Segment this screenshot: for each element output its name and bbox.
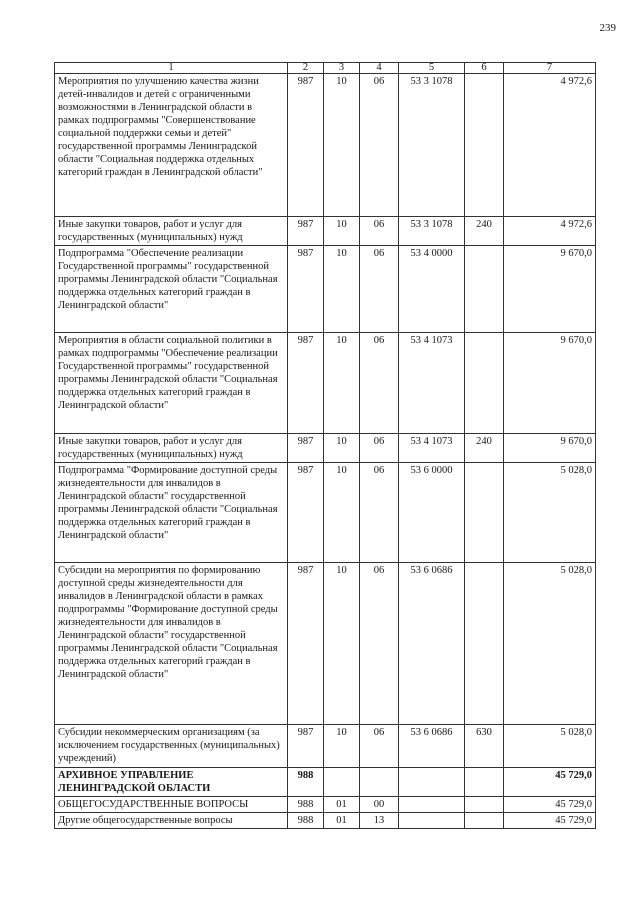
row-subsection: 06 (360, 217, 399, 246)
row-amount: 9 670,0 (504, 434, 596, 463)
column-number-row (55, 63, 596, 74)
row-expense (465, 797, 504, 813)
row-section: 10 (324, 74, 360, 217)
row-expense (465, 463, 504, 563)
row-section: 10 (324, 725, 360, 768)
row-amount: 45 729,0 (504, 768, 596, 797)
table-row (55, 797, 596, 813)
budget-table (54, 62, 596, 829)
row-expense (465, 74, 504, 217)
table-row (55, 463, 596, 563)
col-header-5: 5 (399, 63, 465, 74)
row-name: Иные закупки товаров, работ и услуг для государственных (муниципальных) нужд (55, 217, 288, 246)
row-ministry: 987 (288, 563, 324, 725)
row-ministry: 988 (288, 768, 324, 797)
col-header-4: 4 (360, 63, 399, 74)
table-row (55, 333, 596, 434)
table-row (55, 246, 596, 333)
row-section: 01 (324, 797, 360, 813)
row-name: Подпрограмма "Формирование доступной среды жизнедеятельности для инвалидов в Ленинградской области" государственной программы Ленинградской области "Социальная поддержка отдельных категорий граждан в Ленинградской области" (55, 463, 288, 563)
row-name: Субсидии некоммерческим организациям (за исключением государственных (муниципальных) учреждений) (55, 725, 288, 768)
table-row (55, 725, 596, 768)
col-header-6: 6 (465, 63, 504, 74)
row-amount: 5 028,0 (504, 725, 596, 768)
row-target: 53 3 1078 (399, 217, 465, 246)
row-section: 10 (324, 246, 360, 333)
row-expense (465, 563, 504, 725)
table-row (55, 217, 596, 246)
row-section: 10 (324, 333, 360, 434)
row-name: Мероприятия по улучшению качества жизни детей-инвалидов и детей с ограниченными возможностями в Ленинградской области в рамках подпрограммы "Совершенствование социальной поддержки семьи и детей" государственной программы Ленинградской области "Социальная поддержка отдельных категорий граждан в Ленинградской области" (55, 74, 288, 217)
table-row (55, 813, 596, 829)
row-expense (465, 333, 504, 434)
row-target (399, 768, 465, 797)
row-expense: 240 (465, 434, 504, 463)
row-expense (465, 813, 504, 829)
row-amount: 9 670,0 (504, 333, 596, 434)
row-ministry: 987 (288, 246, 324, 333)
row-ministry: 987 (288, 463, 324, 563)
row-expense (465, 246, 504, 333)
row-name: Мероприятия в области социальной политики в рамках подпрограммы "Обеспечение реализации Государственной программы" государственной программы Ленинградской области "Социальная поддержка отдельных категорий граждан в Ленинградской области" (55, 333, 288, 434)
row-name: ОБЩЕГОСУДАРСТВЕННЫЕ ВОПРОСЫ (55, 797, 288, 813)
col-header-3: 3 (324, 63, 360, 74)
row-expense: 630 (465, 725, 504, 768)
row-target: 53 6 0686 (399, 563, 465, 725)
row-target: 53 6 0000 (399, 463, 465, 563)
row-amount: 4 972,6 (504, 74, 596, 217)
row-ministry: 987 (288, 217, 324, 246)
row-subsection: 06 (360, 74, 399, 217)
row-subsection: 06 (360, 434, 399, 463)
col-header-7: 7 (504, 63, 596, 74)
table-row (55, 768, 596, 797)
row-amount: 45 729,0 (504, 797, 596, 813)
row-ministry: 988 (288, 797, 324, 813)
row-amount: 4 972,6 (504, 217, 596, 246)
row-target: 53 4 1073 (399, 434, 465, 463)
row-amount: 5 028,0 (504, 563, 596, 725)
row-subsection (360, 768, 399, 797)
page-number: 239 (599, 22, 616, 34)
row-ministry: 987 (288, 74, 324, 217)
col-header-2: 2 (288, 63, 324, 74)
row-section (324, 768, 360, 797)
row-target: 53 4 0000 (399, 246, 465, 333)
row-subsection: 06 (360, 725, 399, 768)
row-ministry: 988 (288, 813, 324, 829)
row-expense (465, 768, 504, 797)
row-name: Иные закупки товаров, работ и услуг для государственных (муниципальных) нужд (55, 434, 288, 463)
row-section: 10 (324, 463, 360, 563)
row-subsection: 06 (360, 246, 399, 333)
row-subsection: 00 (360, 797, 399, 813)
row-subsection: 06 (360, 333, 399, 434)
row-target: 53 4 1073 (399, 333, 465, 434)
row-subsection: 13 (360, 813, 399, 829)
row-subsection: 06 (360, 563, 399, 725)
row-target: 53 6 0686 (399, 725, 465, 768)
row-ministry: 987 (288, 725, 324, 768)
row-ministry: 987 (288, 434, 324, 463)
row-name: Субсидии на мероприятия по формированию доступной среды жизнедеятельности для инвалидов в Ленинградской области в рамках подпрограммы "Формирование доступной среды жизнедеятельности для инвалидов в Ленинградской области" государственной программы Ленинградской области "Социальная поддержка отдельных категорий граждан в Ленинградской области" (55, 563, 288, 725)
row-amount: 5 028,0 (504, 463, 596, 563)
row-target (399, 797, 465, 813)
row-expense: 240 (465, 217, 504, 246)
table-row (55, 74, 596, 217)
table-row (55, 434, 596, 463)
row-target (399, 813, 465, 829)
col-header-1: 1 (55, 63, 288, 74)
row-ministry: 987 (288, 333, 324, 434)
row-name: АРХИВНОЕ УПРАВЛЕНИЕ ЛЕНИНГРАДСКОЙ ОБЛАСТИ (55, 768, 288, 797)
row-target: 53 3 1078 (399, 74, 465, 217)
row-section: 10 (324, 217, 360, 246)
row-name: Другие общегосударственные вопросы (55, 813, 288, 829)
row-name: Подпрограмма "Обеспечение реализации Государственной программы" государственной программы Ленинградской области "Социальная поддержка отдельных категорий граждан в Ленинградской области" (55, 246, 288, 333)
row-subsection: 06 (360, 463, 399, 563)
table-row (55, 563, 596, 725)
row-section: 10 (324, 434, 360, 463)
row-amount: 45 729,0 (504, 813, 596, 829)
row-section: 10 (324, 563, 360, 725)
row-section: 01 (324, 813, 360, 829)
row-amount: 9 670,0 (504, 246, 596, 333)
